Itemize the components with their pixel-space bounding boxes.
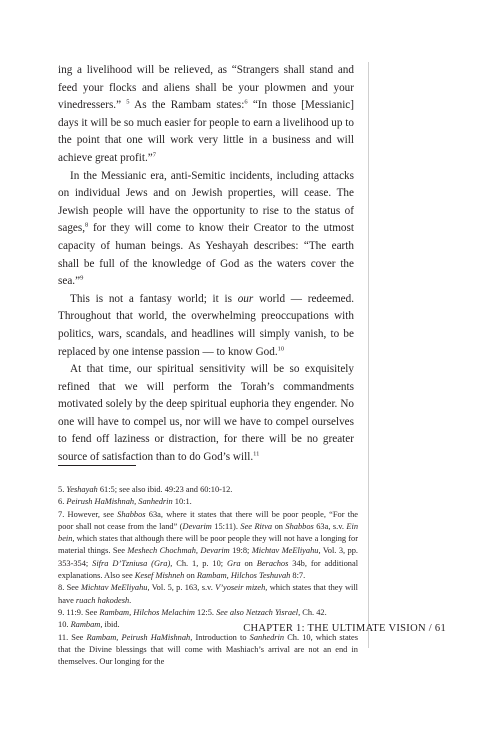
footnote (58, 509, 358, 583)
text-run: world — redeemed. Throughout that world, the overwhelming preoccupations with politics, wars, scandals, and headlines will simply vanish, to be replaced by one intense passion — to know God. (58, 292, 354, 358)
text-run: This is not a fantasy world; it is (70, 292, 238, 305)
text-run: Vol. 3, pp. 353-354; (58, 546, 359, 568)
text-run: 61:5; see also ibid. 49:23 and 60:10-12. (97, 485, 233, 494)
footnote-ref: 8 (85, 221, 89, 229)
italic-text: See Ritva (240, 521, 273, 531)
footnote-ref: 9 (80, 274, 84, 282)
text-run: Ch. 42. (300, 607, 327, 617)
text-run: Ch. 1, p. 10; (172, 558, 228, 568)
text-run: Ch. 10, which states that the Divine blessings that will come with Mashiach’s arrival are not an end in themselves. Our longing for the (58, 632, 358, 667)
paragraph (58, 361, 354, 467)
italic-text: Peirush HaMishnah, Sanhedrin (66, 497, 173, 507)
running-footer: CHAPTER 1: THE ULTIMATE VISION / 61 (243, 623, 446, 634)
footnote-ref: 6 (244, 98, 248, 106)
paragraph (58, 62, 354, 168)
footnote-ref: 7 (152, 151, 156, 159)
main-text (58, 62, 354, 467)
text-run: In the Messianic era, anti-Semitic incidents, including attacks on individual Jews and on Jewish properties, will cease. The Jewish people will have the opportunity to rise to the status of sages, (58, 169, 354, 235)
paragraph (58, 168, 354, 291)
italic-text: See also Netzach Yisrael, (216, 607, 301, 617)
italic-text: V’yoseir mizeh, (215, 583, 268, 593)
italic-text: ruach hakodesh (75, 595, 130, 605)
italic-text: Rambam, Hilchos Teshuvah (196, 571, 291, 581)
text-run: At that time, our spiritual sensitivity will be so exquisitely refined that we will perform the Torah’s commandments motivated solely by the deep spiritual euphoria they engender. No one will have to compel us, nor will we have to compel ourselves to fend off laziness or distraction, for there will be no greater source of satisfaction than to do God’s will. (58, 363, 354, 464)
text-run: ing a livelihood will be relieved, as “Strangers shall stand and feed your flocks and aliens shall be your plowmen and your vinedressers.” (58, 64, 354, 112)
italic-text: Sanhedrin (249, 632, 285, 642)
text-run: 63a, where it states that there will be poor people, “For the poor shall not cease from the land” ( (58, 509, 358, 531)
footnote-ref: 5 (126, 98, 130, 106)
text-run: on (184, 571, 197, 581)
text-run: ibid. (102, 620, 120, 630)
text-run: As the Rambam states: (129, 99, 245, 112)
italic-text: our (237, 292, 254, 305)
text-run: “In those [Messianic] days it will be so much easier for people to earn a livelihood up to the point that one will work very little in a business and will achieve great profit.” (58, 99, 354, 164)
text-run: which states that they will have (58, 583, 358, 605)
text-run: 63a, s.v. (313, 521, 347, 531)
text-run: 8. See (58, 583, 81, 593)
text-run: . (129, 595, 132, 605)
text-run: 11. See (58, 632, 87, 642)
text-run: for they will come to know their Creator to the utmost capacity of human beings. As Yeshayah describes: “The earth shall be full of the knowledge of God as the waters cover the sea.” (58, 222, 354, 288)
margin-rule (368, 62, 369, 648)
footnote-ref: 11 (253, 450, 260, 458)
text-run: 10. (58, 620, 71, 630)
italic-text: Yeshayah (66, 485, 98, 494)
text-run: 10:1. (172, 497, 192, 507)
italic-text: Gra (227, 558, 241, 568)
italic-text: Shabbos (117, 509, 146, 519)
italic-text: Sifra D’Tzniusa (Gra), (92, 558, 173, 568)
footnote (58, 496, 358, 508)
italic-text: Devarim (182, 521, 212, 531)
italic-text: Shabbos (285, 521, 314, 531)
italic-text: Rambam, Hilchos Melachim (99, 607, 195, 617)
text-run: 34b, for additional explanations. Also see (58, 558, 359, 581)
footnote-ref: 10 (277, 344, 285, 352)
italic-text: Rambam, (70, 620, 103, 630)
italic-text: Michtav MeEliyahu, (80, 583, 150, 593)
italic-text: Michtav MeEliyahu, (251, 546, 321, 556)
text-run: on (272, 521, 286, 531)
text-run: 6. (58, 497, 67, 507)
text-run: 9. 11:9. See (58, 607, 100, 617)
italic-text: Meshech Chochmah, Devarim (127, 546, 230, 556)
text-run: 7. However, see (58, 509, 118, 519)
italic-text: Berachos (256, 558, 289, 568)
footnote-separator (58, 465, 136, 466)
text-run: 15:11). (211, 521, 241, 531)
footnotes (58, 484, 358, 668)
footnote (58, 632, 358, 669)
text-run: Vol. 5, p. 163, s.v. (149, 583, 216, 593)
footnote (58, 582, 358, 607)
text-run: which states that although there will be poor people they will not have a longing for material things. See (58, 534, 358, 556)
italic-text: Rambam, Peirush HaMishnah, (86, 632, 193, 642)
italic-text: Kesef Mishneh (134, 571, 185, 581)
text-run: 19:8; (229, 546, 252, 556)
italic-text: Ein bein, (58, 521, 359, 544)
footnote (58, 607, 358, 619)
text-run: 8:7. (290, 571, 306, 581)
footnote (58, 484, 358, 496)
text-run: 5. (58, 485, 67, 494)
paragraph (58, 291, 354, 361)
text-run: Introduction to (192, 632, 250, 642)
text-run: 12:5. (194, 607, 217, 617)
text-run: on (240, 558, 257, 568)
